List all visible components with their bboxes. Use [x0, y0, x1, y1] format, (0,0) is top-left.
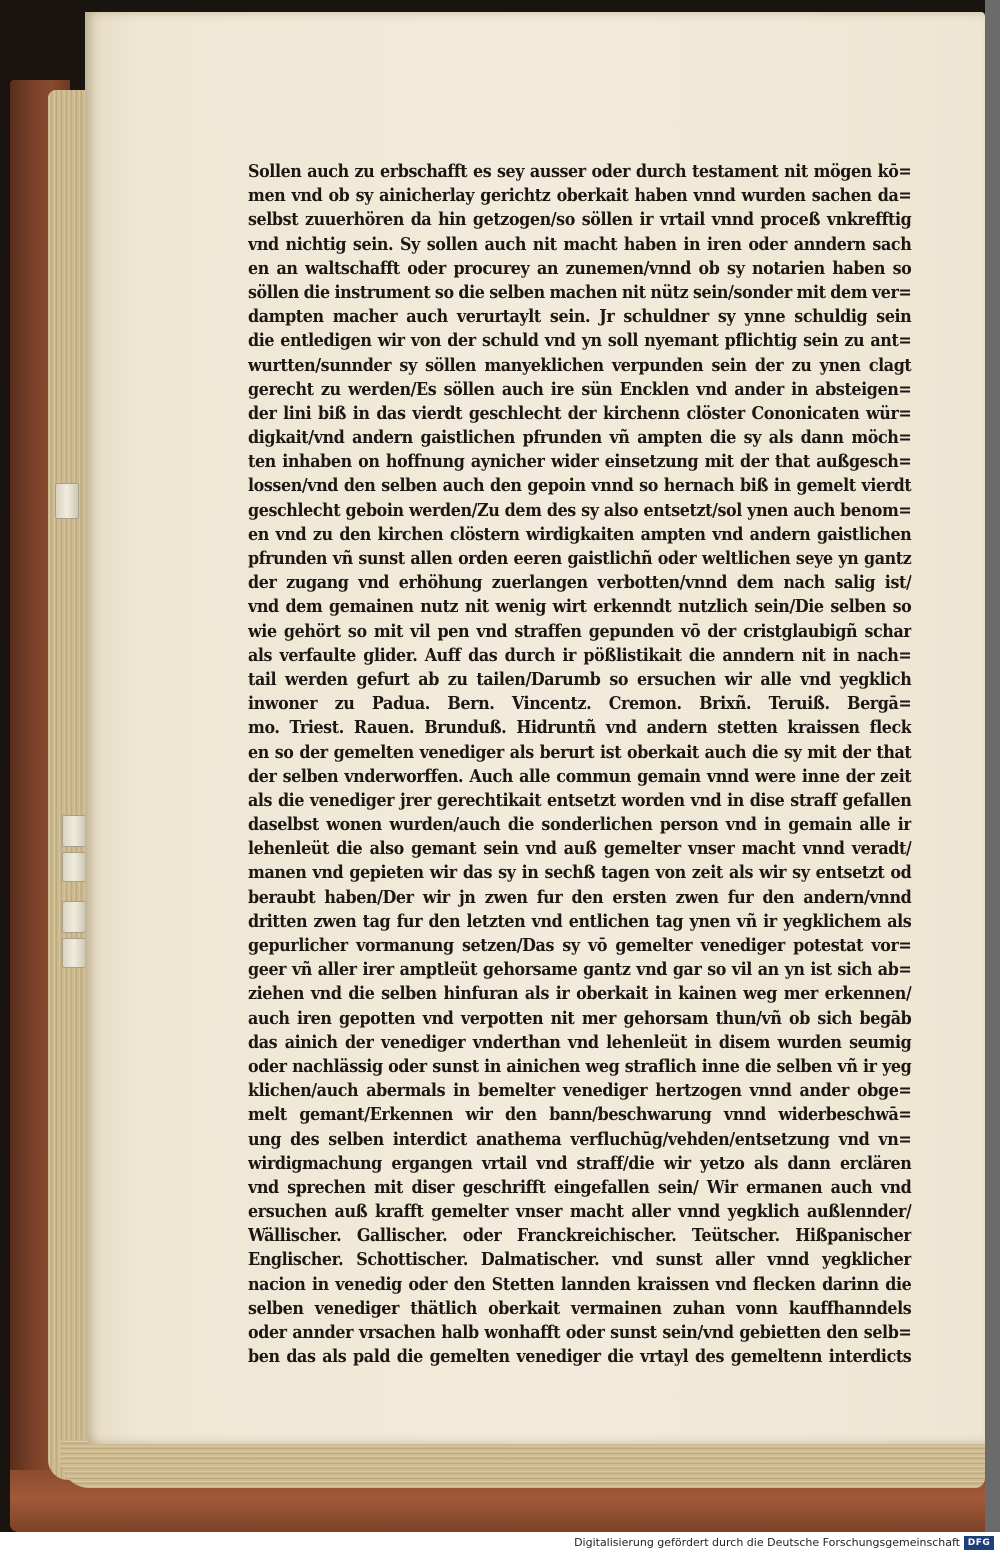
text-line: selben venediger thätlich oberkait vermainen zuhan vonn kauffhanndels: [248, 1297, 912, 1319]
text-line: ersuchen auß krafft gemelter vnser macht aller vnnd yegklich außlennder/: [248, 1201, 912, 1223]
text-line: die entledigen wir von der schuld vnd yn soll nyemant pflichtig sein zu ant=: [248, 330, 912, 352]
text-line: ziehen vnd die selben hinfuran als ir oberkait in kainen weg mer erkennen/: [248, 983, 912, 1005]
text-line: pfrunden vñ sunst allen orden eeren gaistlichñ oder weltlichen seye yn gantz: [248, 548, 912, 569]
text-line: lehenleüt die also gemant sein vnd auß gemelter vnser macht vnnd veradt/: [248, 838, 912, 860]
text-line: als die venediger jrer gerechtikait entsetzt worden vnd in dise straff gefallen: [248, 789, 912, 811]
text-line: daselbst wonen wurden/auch die sonderlichen person vnd in gemain alle ir: [248, 814, 912, 836]
body-text: [248, 160, 912, 1369]
text-line: mo. Triest. Rauen. Brunduß. Hidruntñ vnd andern stetten kraissen fleck: [248, 717, 912, 739]
page-block-bottom-edge: [60, 1440, 985, 1488]
text-line: oder annder vrsachen halb wonhafft oder sunst sein/vnd gebietten den selb=: [248, 1322, 912, 1343]
text-line: auch iren gepotten vnd verpotten nit mer gehorsam thun/vñ ob sich begāb: [248, 1007, 912, 1029]
footer-bar: [0, 1532, 1000, 1554]
text-line: ben das als pald die gemelten venediger die vrtayl des gemeltenn interdicts: [248, 1346, 912, 1368]
text-line: Englischer. Schottischer. Dalmatischer. vnd sunst aller vnnd yegklicher: [248, 1249, 912, 1271]
text-line: geer vñ aller irer amptleüt gehorsame gantz vnd gar so vil an yn ist sich ab=: [248, 959, 912, 981]
text-line: en an waltschafft oder procurey an zunemen/vnnd ob sy notarien haben so: [248, 257, 912, 279]
text-line: der selben vnderworffen. Auch alle commun gemain vnnd were inne der zeit: [248, 765, 912, 787]
text-line: wurtten/sunnder sy söllen manyeklichen verpunden sein der zu ynen clagt: [248, 354, 912, 376]
text-line: wirdigmachung ergangen vrtail vnd straff/die wir yetzo als dann erclären: [248, 1152, 912, 1174]
bookmark-tab: [62, 852, 86, 882]
bookmark-tab: [62, 901, 86, 933]
text-line: dritten zwen tag fur den letzten vnd entlichen tag ynen vñ ir yegklichem als: [248, 910, 912, 932]
text-line: melt gemant/Erkennen wir den bann/beschwarung vnnd widerbeschwā=: [248, 1104, 912, 1126]
text-line: vnd sprechen mit diser geschrifft eingefallen sein/ Wir ermanen auch vnd: [248, 1176, 912, 1198]
text-line: gerecht zu werden/Es söllen auch ire sün Encklen vnd ander in absteigen=: [248, 378, 912, 400]
text-line: oder nachlässig oder sunst in ainichen weg straflich inne die selben vñ ir yeg: [248, 1055, 912, 1077]
text-line: tail werden gefurt ab zu tailen/Darumb so ersuchen wir alle vnd yegklich: [248, 668, 912, 690]
funding-credit: Digitalisierung gefördert durch die Deutsche Forschungsgemeinschaft: [574, 1536, 960, 1549]
text-line: inwoner zu Padua. Bern. Vincentz. Cremon. Brixñ. Teruiß. Bergā=: [248, 693, 912, 715]
text-line: men vnd ob sy ainicherlay gerichtz oberkait haben vnnd wurden sachen da=: [248, 185, 912, 207]
text-line: Wällischer. Gallischer. oder Franckreichischer. Teütscher. Hißpanischer: [248, 1225, 912, 1247]
bookmark-tab: [62, 938, 86, 968]
text-line: ung des selben interdict anathema verfluchūg/vehden/entsetzung vnd vn=: [248, 1128, 912, 1150]
dfg-logo: DFG: [964, 1536, 994, 1550]
scan-background-strip: [985, 0, 1000, 1554]
text-line: geschlecht geboin werden/Zu dem des sy also entsetzt/sol ynen auch benom=: [248, 499, 912, 521]
text-line: vnd dem gemainen nutz nit wenig wirt erkenndt nutzlich sein/Die selben so: [248, 596, 912, 618]
text-line: vnd nichtig sein. Sy sollen auch nit macht haben in iren oder anndern sach: [248, 233, 912, 255]
text-line: als verfaulte glider. Auff das durch ir pößlistikait die anndern nit in nach=: [248, 644, 912, 666]
text-line: ten inhaben on hoffnung aynicher wider einsetzung mit der that außgesch=: [248, 451, 912, 473]
bookmark-tab: [55, 483, 79, 519]
bookmark-tab: [62, 815, 86, 847]
text-line: beraubt haben/Der wir jn zwen fur den ersten zwen fur den andern/vnnd: [248, 886, 912, 908]
text-line: lossen/vnd den selben auch den gepoin vnnd so hernach biß in gemelt vierdt: [248, 475, 912, 497]
text-line: das ainich der venediger vnderthan vnd lehenleüt in disem wurden seumig: [248, 1031, 912, 1053]
text-line: der lini biß in das vierdt geschlecht der kirchenn clöster Cononicaten wür=: [248, 402, 912, 424]
text-line: söllen die instrument so die selben machen nit nütz sein/sonder mit dem ver=: [248, 281, 912, 303]
text-line: klichen/auch abermals in bemelter venediger hertzogen vnnd ander obge=: [248, 1080, 912, 1102]
text-line: wie gehört so mit vil pen vnd straffen gepunden vō der cristglaubigñ schar: [248, 620, 912, 642]
text-line: en vnd zu den kirchen clöstern wirdigkaiten ampten vnd andern gaistlichen: [248, 523, 912, 545]
text-line: en so der gemelten venediger als berurt ist oberkait auch die sy mit der that: [248, 741, 912, 763]
text-line: Sollen auch zu erbschafft es sey ausser oder durch testament nit mögen kō=: [248, 161, 912, 182]
text-line: der zugang vnd erhöhung zuerlangen verbotten/vnnd dem nach salig ist/: [248, 572, 912, 594]
text-line: digkait/vnd andern gaistlichen pfrunden vñ ampten die sy als dann möch=: [248, 427, 912, 449]
text-line: nacion in venedig oder den Stetten lannden kraissen vnd flecken darinn die: [248, 1273, 912, 1295]
text-line: gepurlicher vormanung setzen/Das sy vō gemelter venediger potestat vor=: [248, 935, 912, 956]
text-line: dampten macher auch verurtaylt sein. Jr schuldner sy ynne schuldig sein: [248, 306, 912, 328]
text-line: selbst zuuerhören da hin getzogen/so söllen ir vrtail vnnd proceß vnkrefftig: [248, 209, 912, 231]
text-line: manen vnd gepieten wir das sy in sechß tagen von zeit als wir sy entsetzt od: [248, 862, 912, 884]
